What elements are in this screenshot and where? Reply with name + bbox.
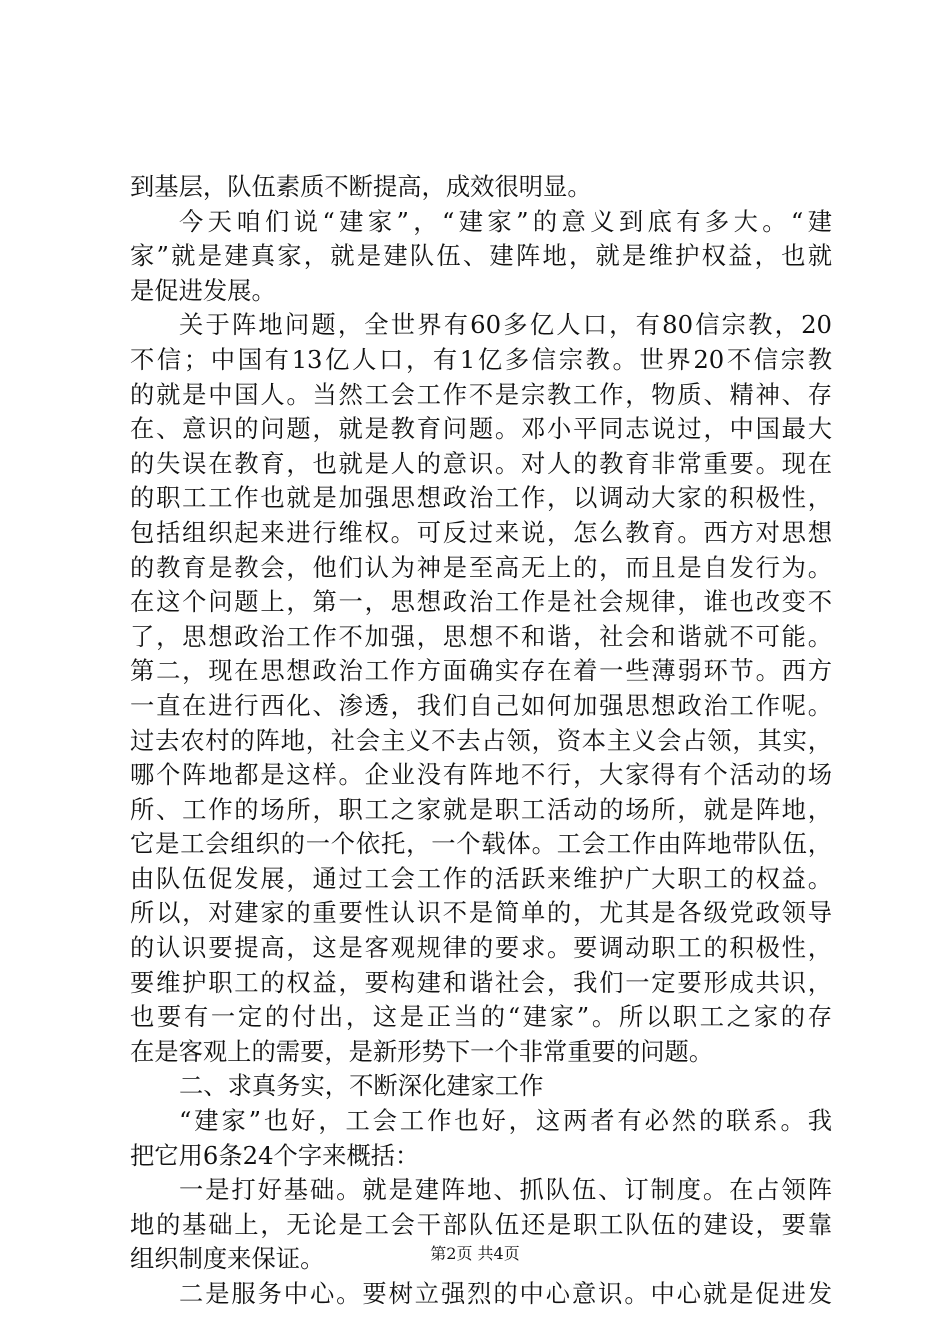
document-body: [130, 170, 832, 1312]
body-text-line: 的教育是教会，他们认为神是至高无上的，而且是自发行为。: [130, 552, 832, 582]
body-text-line: 到基层，队伍素质不断提高，成效很明显。: [130, 172, 592, 201]
section-heading: 二、求真务实，不断深化建家工作: [179, 1071, 544, 1101]
body-text-line: 在是客观上的需要，是新形势下一个非常重要的问题。: [130, 1036, 714, 1066]
body-text-line: 在、意识的问题，就是教育问题。邓小平同志说过，中国最大: [130, 414, 832, 444]
body-text-line: 今天咱们说“建家”，“建家”的意义到底有多大。“建: [179, 206, 832, 236]
body-text-line: 一是打好基础。就是建阵地、抓队伍、订制度。在占领阵: [179, 1175, 832, 1205]
body-text-line: 第二，现在思想政治工作方面确实存在着一些薄弱环节。西方: [130, 656, 832, 686]
body-text-line: 的职工工作也就是加强思想政治工作，以调动大家的积极性，: [130, 483, 832, 513]
body-text-line: 组织制度来保证。: [130, 1244, 325, 1274]
body-text-line: 地的基础上，无论是工会干部队伍还是职工队伍的建设，要靠: [130, 1209, 832, 1239]
body-text-line: 它是工会组织的一个依托，一个载体。工会工作由阵地带队伍，: [130, 829, 832, 859]
body-text-line: 的失误在教育，也就是人的意识。对人的教育非常重要。现在: [130, 448, 832, 478]
body-text-line: 一直在进行西化、渗透，我们自己如何加强思想政治工作呢。: [130, 690, 832, 720]
body-text-line: 包括组织起来进行维权。可反过来说，怎么教育。西方对思想: [130, 517, 832, 547]
body-text-line: 过去农村的阵地，社会主义不去占领，资本主义会占领，其实，: [130, 725, 832, 755]
body-text-line: 家”就是建真家，就是建队伍、建阵地，就是维护权益，也就: [130, 241, 832, 271]
body-text-line: 由队伍促发展，通过工会工作的活跃来维护广大职工的权益。: [130, 863, 832, 893]
body-text-line: “建家”也好，工会工作也好，这两者有必然的联系。我: [179, 1106, 832, 1136]
body-text-line: 关于阵地问题，全世界有60多亿人口，有80信宗教，20: [179, 310, 832, 340]
body-text-line: 二是服务中心。要树立强烈的中心意识。中心就是促进发: [179, 1279, 832, 1308]
body-text-line: 的就是中国人。当然工会工作不是宗教工作，物质、精神、存: [130, 379, 832, 409]
body-text-line: 也要有一定的付出，这是正当的“建家”。所以职工之家的存: [130, 1002, 832, 1032]
body-text-line: 要维护职工的权益，要构建和谐社会，我们一定要形成共识，: [130, 967, 832, 997]
body-text-line: 不信；中国有13亿人口，有1亿多信宗教。世界20不信宗教: [130, 344, 832, 374]
body-text-line: 所、工作的场所，职工之家就是职工活动的场所，就是阵地，: [130, 794, 832, 824]
body-text-line: 哪个阵地都是这样。企业没有阵地不行，大家得有个活动的场: [130, 760, 832, 790]
page-number-footer: 第2页 共4页: [430, 1244, 520, 1263]
body-text-line: 了，思想政治工作不加强，思想不和谐，社会和谐就不可能。: [130, 621, 832, 651]
body-text-line: 在这个问题上，第一，思想政治工作是社会规律，谁也改变不: [130, 587, 832, 617]
body-text-line: 的认识要提高，这是客观规律的要求。要调动职工的积极性，: [130, 933, 832, 963]
body-text-line: 所以，对建家的重要性认识不是简单的，尤其是各级党政领导: [130, 898, 832, 928]
body-text-line: 是促进发展。: [130, 275, 276, 305]
body-text-line: 把它用6条24个字来概括：: [130, 1140, 420, 1170]
